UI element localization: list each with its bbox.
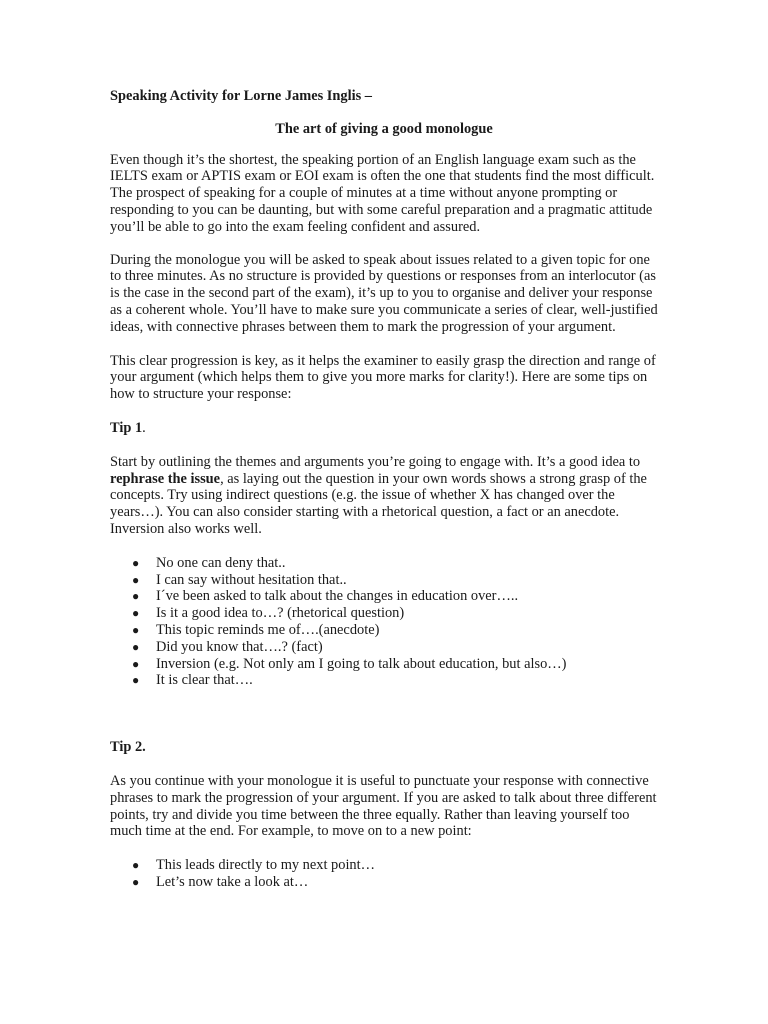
list-item-text: I can say without hesitation that.. bbox=[156, 571, 347, 588]
bullet-icon: ● bbox=[132, 673, 140, 688]
list-item bbox=[110, 874, 658, 891]
list-item bbox=[110, 656, 658, 673]
monologue-paragraph: During the monologue you will be asked to speak about issues related to a given topic for one to three minutes. As no structure is provided by questions or responses from an interlocutor (as is the case in the second part of the exam), it’s up to you to organise and deliver your response as a coherent whole. You’ll have to make sure you communicate a series of clear, well-justified ideas, with connective phrases between them to mark the progression of your argument. bbox=[110, 251, 658, 335]
list-item-text: Inversion (e.g. Not only am I going to talk about education, but also…) bbox=[156, 655, 567, 672]
intro-paragraph: Even though it’s the shortest, the speaking portion of an English language exam such as the IELTS exam or APTIS exam or EOI exam is often the one that students find the most difficult. The prospect of speaking for a couple of minutes at a time without anyone prompting or responding to you can be daunting, but with some careful preparation and a pragmatic attitude you’ll be able to go into the exam feeling confident and assured. bbox=[110, 151, 655, 235]
list-item-text: It is clear that…. bbox=[156, 672, 253, 689]
tip-1-text-b: , as laying out the question in your own words shows a strong grasp of the concepts. Try using indirect questions (e.g. the issue of whether X has changed over the years…). You can also consider starting with a rhetorical question, a fact or an anecdote. Inversion also works well. bbox=[110, 470, 647, 537]
tip-2-phrase-list bbox=[110, 857, 658, 891]
list-item bbox=[110, 639, 658, 656]
list-item-text: Let’s now take a look at… bbox=[156, 873, 309, 890]
list-item bbox=[110, 672, 658, 689]
bullet-icon: ● bbox=[132, 622, 140, 637]
tip-1-text-a: Start by outlining the themes and arguments you’re going to engage with. It’s a good idea to bbox=[110, 453, 641, 470]
bullet-icon: ● bbox=[132, 858, 140, 873]
bullet-icon: ● bbox=[132, 656, 140, 671]
bullet-icon: ● bbox=[132, 874, 140, 889]
list-item bbox=[110, 857, 658, 874]
list-item-text: This topic reminds me of….(anecdote) bbox=[156, 621, 380, 638]
progression-paragraph: This clear progression is key, as it helps the examiner to easily grasp the direction and range of your argument (which helps them to give you more marks for clarity!). Here are some tips on how to structure your response: bbox=[110, 352, 656, 403]
list-item bbox=[110, 588, 658, 605]
bullet-icon: ● bbox=[132, 572, 140, 587]
list-item-text: This leads directly to my next point… bbox=[156, 857, 376, 874]
tip-1-paragraph bbox=[110, 454, 658, 538]
bullet-icon: ● bbox=[132, 639, 140, 654]
list-item-text: No one can deny that.. bbox=[156, 554, 286, 571]
tip-1-label: Tip 1 bbox=[110, 419, 143, 436]
tip-2-paragraph: As you continue with your monologue it is useful to punctuate your response with connective phrases to mark the progression of your argument. If you are asked to talk about three different points, try and divide you time between the three equally. Rather than leaving yourself too much time at the end. For example, to move on to a new point: bbox=[110, 772, 657, 840]
document-title: The art of giving a good monologue bbox=[275, 120, 493, 137]
tip-1-heading bbox=[110, 420, 658, 437]
document-heading: Speaking Activity for Lorne James Inglis – bbox=[110, 88, 372, 104]
list-item-text: Did you know that….? (fact) bbox=[156, 638, 323, 655]
tip-1-phrase-list bbox=[110, 555, 658, 689]
list-item-text: I´ve been asked to talk about the changes in education over….. bbox=[156, 588, 519, 605]
bullet-icon: ● bbox=[132, 555, 140, 570]
list-item bbox=[110, 572, 658, 589]
list-item-text: Is it a good idea to…? (rhetorical question) bbox=[156, 605, 405, 622]
bullet-icon: ● bbox=[132, 589, 140, 604]
list-item bbox=[110, 605, 658, 622]
list-item bbox=[110, 622, 658, 639]
document-page bbox=[110, 88, 658, 891]
list-item bbox=[110, 555, 658, 572]
tip-1-bold-text: rephrase the issue bbox=[110, 470, 221, 487]
tip-1-period: . bbox=[142, 419, 146, 436]
bullet-icon: ● bbox=[132, 606, 140, 621]
tip-2-heading: Tip 2. bbox=[110, 739, 146, 756]
